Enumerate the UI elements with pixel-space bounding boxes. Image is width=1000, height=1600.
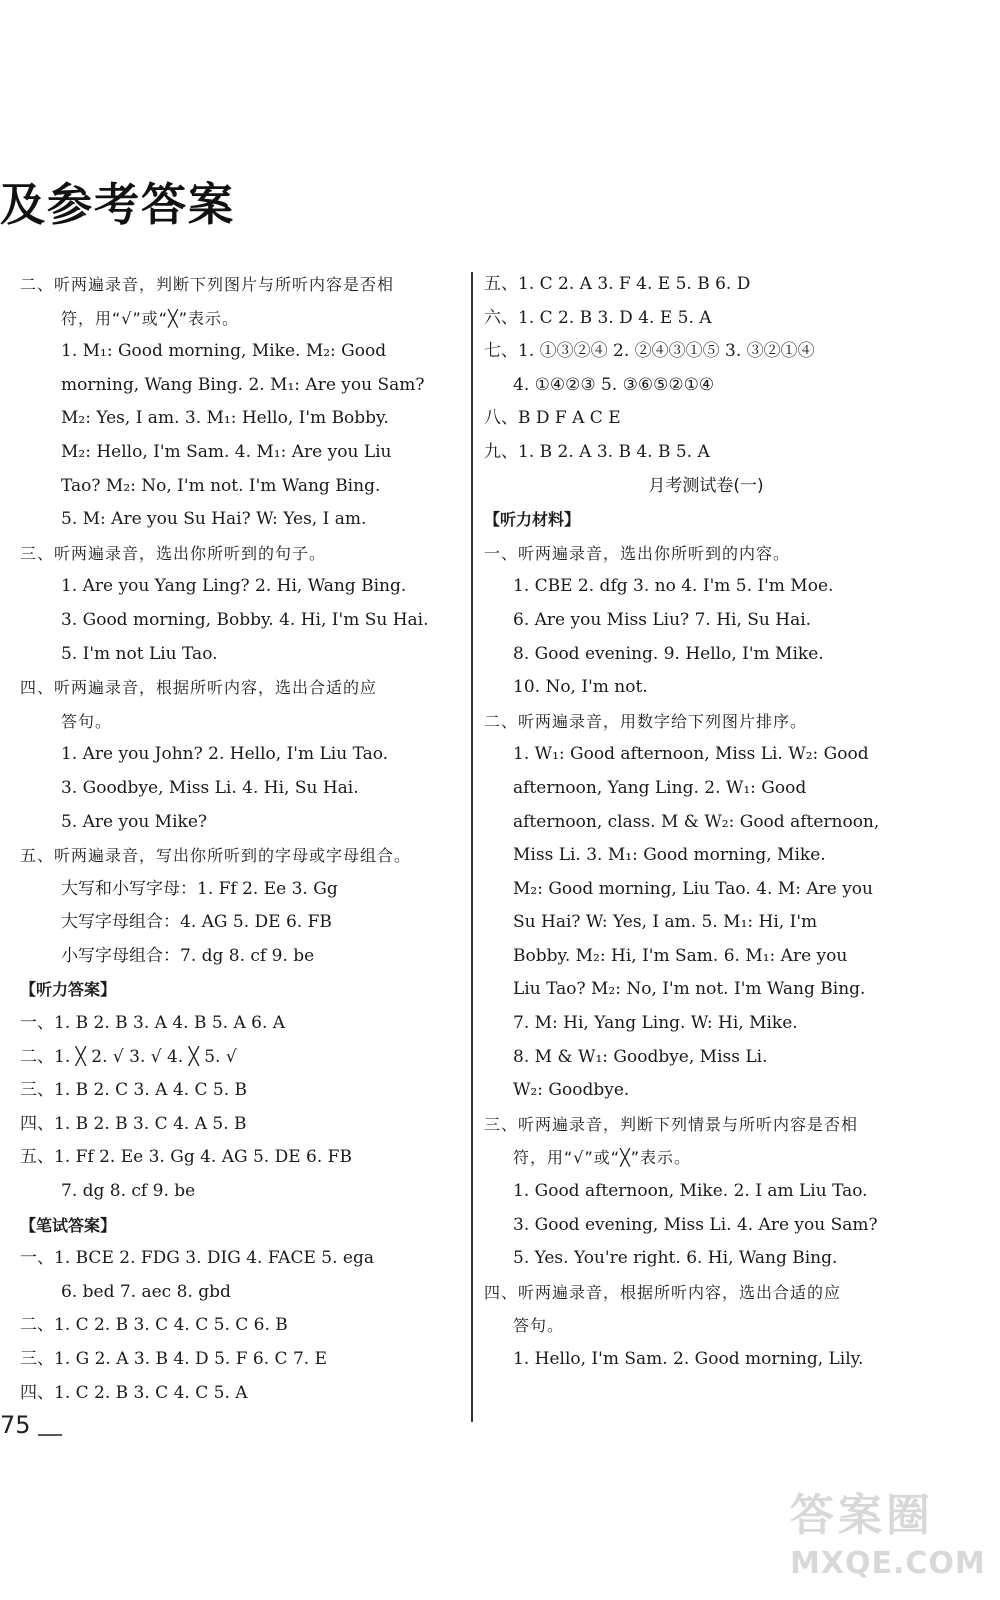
text-line: 三、1. G 2. A 3. B 4. D 5. F 6. C 7. E <box>20 1349 327 1369</box>
text-line: Miss Li. 3. M₁: Good morning, Mike. <box>513 845 826 866</box>
page-title: 及参考答案 <box>0 178 236 231</box>
text-line: M₂: Hello, I'm Sam. 4. M₁: Are you Liu <box>61 441 392 462</box>
text-line: M₂: Yes, I am. 3. M₁: Hello, I'm Bobby. <box>61 408 389 429</box>
text-line: afternoon, Yang Ling. 2. W₁: Good <box>513 777 807 798</box>
text-line: 符，用“√”或“╳”表示。 <box>513 1148 691 1168</box>
text-line: Liu Tao? M₂: No, I'm not. I'm Wang Bing. <box>513 979 866 1000</box>
text-line: 5. Are you Mike? <box>61 811 208 832</box>
watermark-url: MXQE.COM <box>790 1546 986 1581</box>
text-line: 1. Are you John? 2. Hello, I'm Liu Tao. <box>61 744 389 765</box>
text-line: 8. Good evening. 9. Hello, I'm Mike. <box>513 643 824 664</box>
text-line: 5. I'm not Liu Tao. <box>61 643 218 664</box>
text-line: 四、1. C 2. B 3. C 4. C 5. A <box>20 1382 248 1403</box>
right-answer-column <box>484 268 928 1377</box>
text-line: 1. M₁: Good morning, Mike. M₂: Good <box>61 341 387 362</box>
text-line: 5. M: Are you Su Hai? W: Yes, I am. <box>61 509 367 530</box>
text-line: 4. ①④②③ 5. ③⑥⑤②①④ <box>513 374 715 395</box>
text-line: 符，用“√”或“╳”表示。 <box>61 308 239 328</box>
text-line: 1. CBE 2. dfg 3. no 4. I'm 5. I'm Moe. <box>513 576 834 597</box>
text-line: 3. Good evening, Miss Li. 4. Are you Sam? <box>513 1214 878 1235</box>
text-line: W₂: Goodbye. <box>513 1080 630 1101</box>
text-line: 五、1. C 2. A 3. F 4. E 5. B 6. D <box>484 274 751 294</box>
text-line: Tao? M₂: No, I'm not. I'm Wang Bing. <box>61 475 381 496</box>
text-line: 四、听两遍录音，根据所听内容，选出合适的应 <box>484 1282 842 1302</box>
text-line: 【听力答案】 <box>20 980 117 1000</box>
text-line: 答句。 <box>61 711 113 731</box>
text-line: 1. Are you Yang Ling? 2. Hi, Wang Bing. <box>61 576 407 597</box>
text-line: 3. Good morning, Bobby. 4. Hi, I'm Su Hai. <box>61 609 429 630</box>
text-line: afternoon, class. M & W₂: Good afternoon, <box>513 811 880 832</box>
text-line: 二、1. ╳ 2. √ 3. √ 4. ╳ 5. √ <box>20 1046 237 1067</box>
text-line: M₂: Good morning, Liu Tao. 4. M: Are you <box>513 878 873 899</box>
left-answer-column <box>20 268 460 1410</box>
text-line: 二、听两遍录音，判断下列图片与所听内容是否相 <box>20 275 395 294</box>
text-line: 四、听两遍录音，根据所听内容，选出合适的应 <box>20 678 378 698</box>
page-number-rule <box>38 1434 62 1436</box>
text-line: 二、1. C 2. B 3. C 4. C 5. C 6. B <box>20 1315 288 1336</box>
text-line: 二、听两遍录音，用数字给下列图片排序。 <box>484 711 808 731</box>
text-line: 三、1. B 2. C 3. A 4. C 5. B <box>20 1080 248 1101</box>
column-divider <box>471 272 473 1422</box>
text-line: 九、1. B 2. A 3. B 4. B 5. A <box>484 441 710 462</box>
text-line: 6. bed 7. aec 8. gbd <box>61 1281 231 1302</box>
watermark-line: 答案圈 <box>790 1490 934 1541</box>
text-line: 7. dg 8. cf 9. be <box>61 1181 196 1202</box>
text-line: 6. Are you Miss Liu? 7. Hi, Su Hai. <box>513 609 812 630</box>
text-line: morning, Wang Bing. 2. M₁: Are you Sam? <box>61 374 425 395</box>
text-line: 【笔试答案】 <box>20 1215 117 1235</box>
text-line: 五、1. Ff 2. Ee 3. Gg 4. AG 5. DE 6. FB <box>20 1147 352 1168</box>
text-line: 答句。 <box>513 1316 565 1336</box>
text-line: 一、1. BCE 2. FDG 3. DIG 4. FACE 5. ega <box>20 1248 374 1269</box>
text-line: 7. M: Hi, Yang Ling. W: Hi, Mike. <box>513 1013 798 1034</box>
text-line: 七、1. ①③②④ 2. ②④③①⑤ 3. ③②①④ <box>484 341 815 362</box>
text-line: 1. W₁: Good afternoon, Miss Li. W₂: Good <box>513 744 869 765</box>
text-line: 8. M & W₁: Goodbye, Miss Li. <box>513 1046 768 1067</box>
text-line: 【听力材料】 <box>484 510 581 530</box>
text-line: 三、听两遍录音，判断下列情景与所听内容是否相 <box>484 1114 859 1134</box>
text-line: 5. Yes. You're right. 6. Hi, Wang Bing. <box>513 1248 838 1269</box>
text-line: 一、1. B 2. B 3. A 4. B 5. A 6. A <box>20 1013 286 1034</box>
text-line: 一、听两遍录音，选出你所听到的内容。 <box>484 543 791 563</box>
text-line: 大写字母组合：4. AG 5. DE 6. FB <box>61 912 332 933</box>
text-line: 3. Goodbye, Miss Li. 4. Hi, Su Hai. <box>61 777 359 798</box>
text-line: 八、B D F A C E <box>484 408 621 429</box>
text-line: 四、1. B 2. B 3. C 4. A 5. B <box>20 1113 247 1134</box>
page-number: 75 <box>0 1411 31 1439</box>
text-line: 六、1. C 2. B 3. D 4. E 5. A <box>484 307 712 328</box>
watermark-logo <box>790 1488 986 1593</box>
text-line: Bobby. M₂: Hi, I'm Sam. 6. M₁: Are you <box>513 945 848 966</box>
text-line: 1. Good afternoon, Mike. 2. I am Liu Tao. <box>513 1181 868 1202</box>
text-line: 10. No, I'm not. <box>513 677 648 698</box>
text-line: 小写字母组合：7. dg 8. cf 9. be <box>61 945 315 966</box>
text-line: Su Hai? W: Yes, I am. 5. M₁: Hi, I'm <box>513 912 818 933</box>
text-line: 三、听两遍录音，选出你所听到的句子。 <box>20 543 327 563</box>
text-line: 月考测试卷(一) <box>648 475 764 496</box>
text-line: 大写和小写字母：1. Ff 2. Ee 3. Gg <box>61 878 338 899</box>
text-line: 1. Hello, I'm Sam. 2. Good morning, Lily. <box>513 1349 864 1369</box>
text-line: 五、听两遍录音，写出你所听到的字母或字母组合。 <box>20 846 412 866</box>
